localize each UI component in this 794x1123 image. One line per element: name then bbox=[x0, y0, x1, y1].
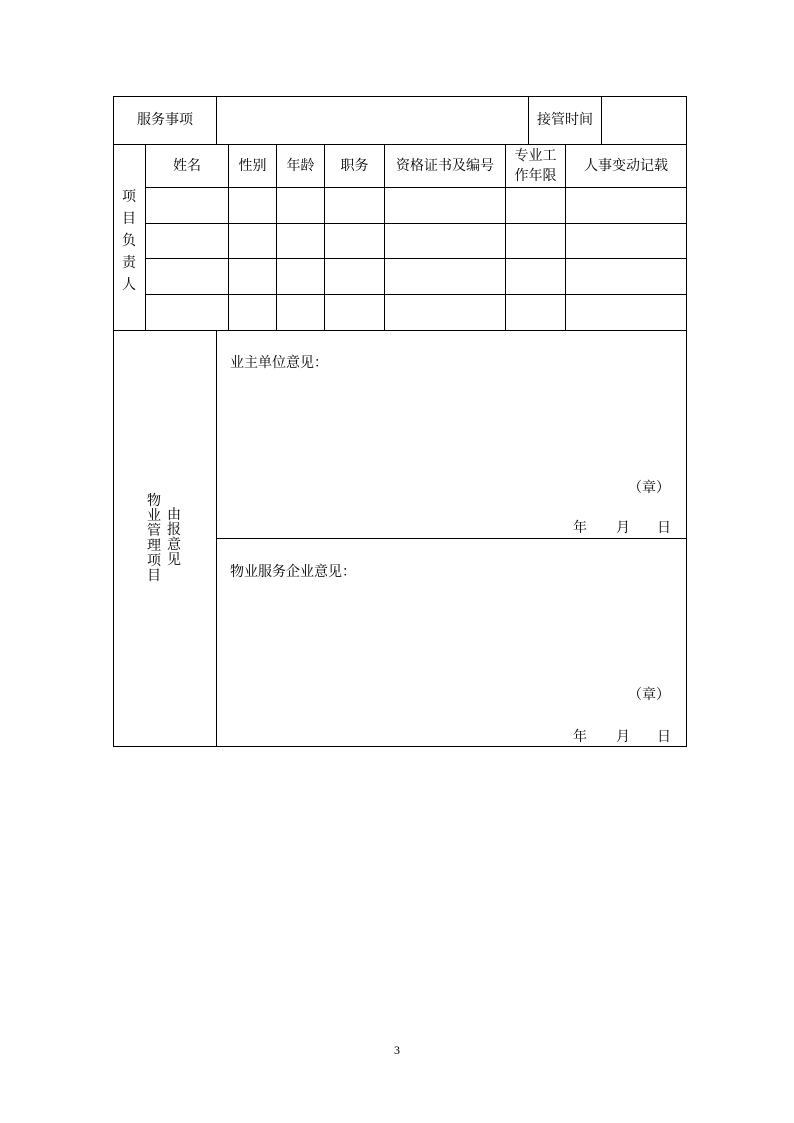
col-header-work-years-line1: 专业工 bbox=[514, 148, 557, 164]
company-date-day: 日 bbox=[657, 729, 671, 745]
owner-date-day: 日 bbox=[657, 520, 671, 536]
table-row[interactable] bbox=[146, 224, 686, 258]
table-row[interactable] bbox=[146, 188, 686, 223]
owner-date-month: 月 bbox=[616, 520, 630, 536]
owner-opinion-label: 业主单位意见： bbox=[230, 355, 328, 371]
company-date-month: 月 bbox=[616, 729, 630, 745]
service-item-field[interactable] bbox=[217, 97, 528, 144]
col-header-name: 姓名 bbox=[173, 158, 201, 174]
service-item-label: 服务事项 bbox=[137, 112, 193, 128]
company-opinion-label: 物业服务企业意见： bbox=[230, 564, 356, 580]
owner-seal: （章） bbox=[628, 480, 670, 496]
table-left-border bbox=[113, 96, 114, 747]
col-header-work-years-line2: 作年限 bbox=[514, 168, 557, 184]
opinion-side-label-col2: 由报意见 bbox=[167, 507, 181, 568]
row-divider bbox=[113, 144, 687, 145]
opinion-side-label-col1: 物业管理项目 bbox=[147, 493, 161, 584]
table-bottom-border bbox=[113, 746, 687, 747]
takeover-time-field[interactable] bbox=[602, 97, 686, 144]
owner-date-year: 年 bbox=[573, 520, 587, 536]
table-row[interactable] bbox=[146, 259, 686, 294]
takeover-time-label: 接管时间 bbox=[537, 112, 593, 128]
col-header-gender: 性别 bbox=[238, 158, 267, 174]
col-header-position: 职务 bbox=[340, 158, 369, 174]
col-header-certificate: 资格证书及编号 bbox=[396, 158, 494, 174]
col-header-age: 年龄 bbox=[286, 158, 315, 174]
table-right-border bbox=[686, 96, 687, 747]
col-header-personnel-changes: 人事变动记载 bbox=[584, 158, 668, 174]
responsible-person-label: 项目负责人 bbox=[122, 189, 136, 293]
table-row[interactable] bbox=[146, 295, 686, 330]
page-number: 3 bbox=[394, 1043, 400, 1057]
company-date-year: 年 bbox=[573, 729, 587, 745]
company-seal: （章） bbox=[628, 687, 670, 703]
